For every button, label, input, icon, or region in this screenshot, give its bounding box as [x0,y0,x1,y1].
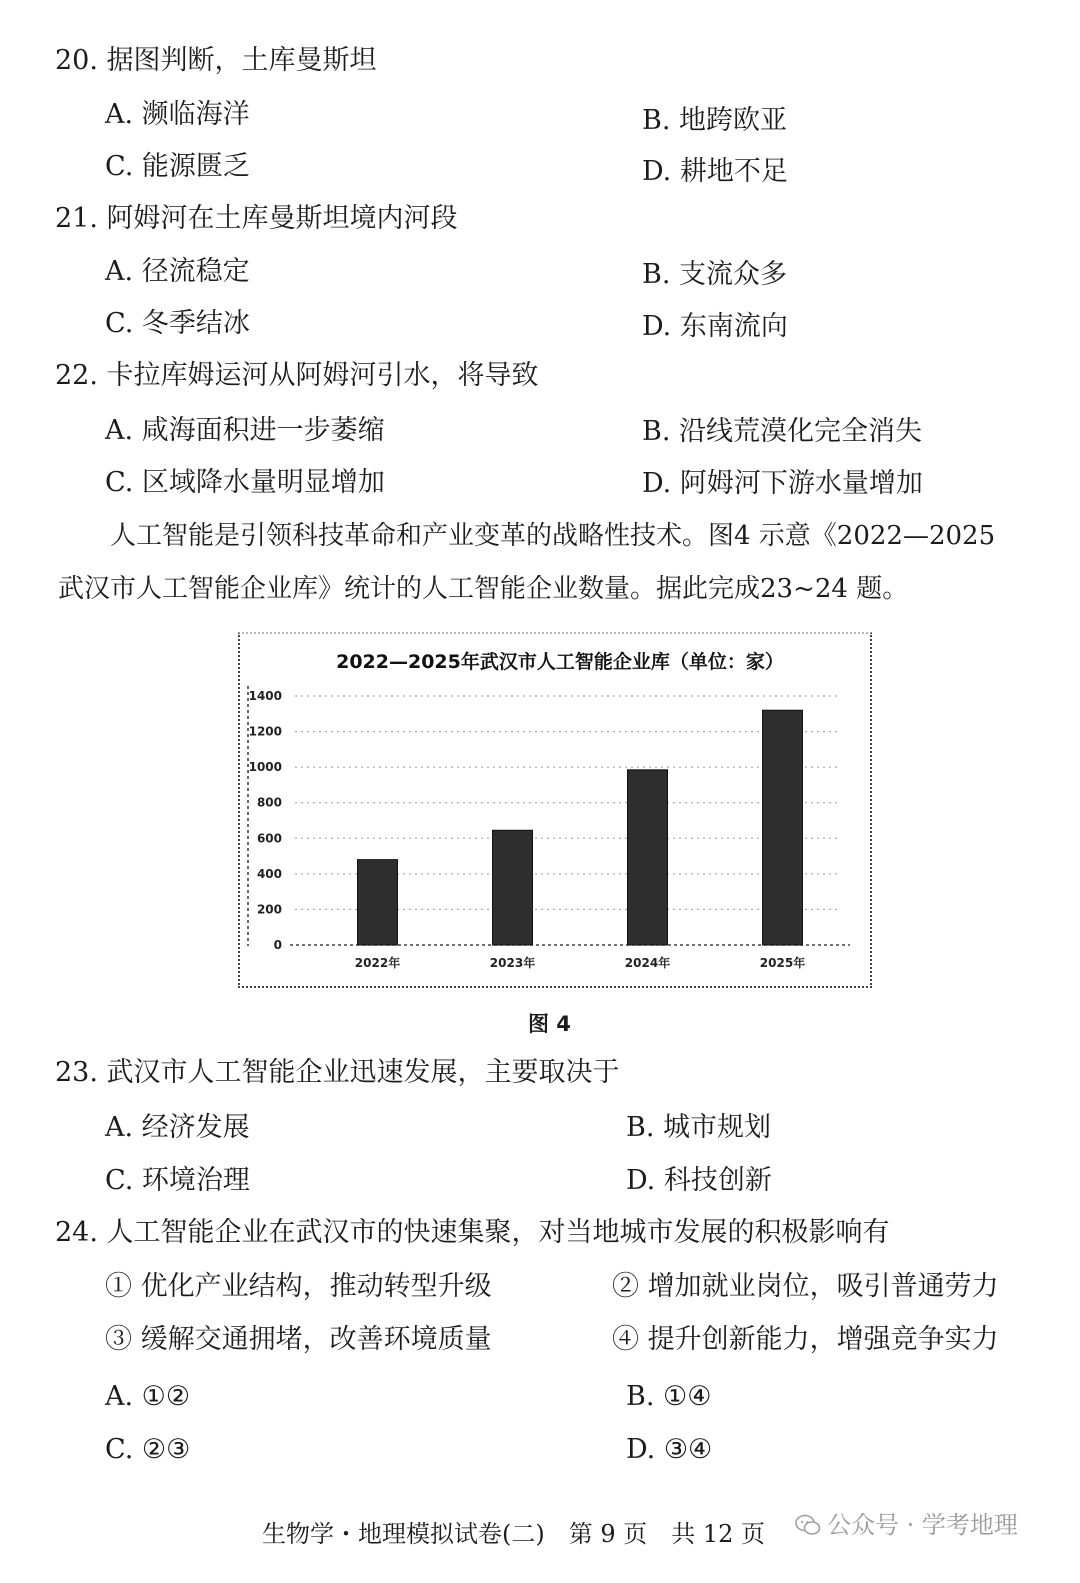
y-tick-label: 600 [256,831,282,846]
y-tick-label: 200 [256,902,282,917]
figure-caption: 图 4 [528,1012,571,1036]
intro-line-1: 人工智能是引领科技革命和产业变革的战略性技术。图4 示意《2022—2025 [110,521,996,551]
y-tick-label: 400 [256,866,282,881]
question-24-statement-3: ③ 缓解交通拥堵，改善环境质量 [105,1324,492,1355]
question-24-option-b: B. ①④ [626,1381,712,1412]
question-21-option-a: A. 径流稳定 [105,256,250,287]
question-22-option-c: C. 区域降水量明显增加 [105,467,385,498]
bar-2024年 [628,770,668,945]
bar-2022年 [358,860,398,945]
question-20-option-b: B. 地跨欧亚 [642,105,788,136]
x-tick-label: 2025年 [759,956,806,970]
question-23-stem: 23. 武汉市人工智能企业迅速发展，主要取决于 [55,1057,620,1088]
bar-2025年 [763,710,803,945]
question-22-option-a: A. 咸海面积进一步萎缩 [105,415,385,446]
x-tick-label: 2022年 [354,956,401,970]
bar-2023年 [493,830,533,945]
question-21-option-d: D. 东南流向 [642,311,788,342]
chart-title: 2022—2025年武汉市人工智能企业库（单位：家） [336,651,784,673]
x-tick-label: 2024年 [624,956,671,970]
watermark [795,1505,1018,1540]
x-tick-label: 2023年 [489,956,536,970]
question-20-option-c: C. 能源匮乏 [105,151,250,182]
question-21-option-c: C. 冬季结冰 [105,308,250,339]
y-tick-label: 1400 [248,689,282,703]
question-24-statement-1: ① 优化产业结构，推动转型升级 [105,1271,492,1302]
question-24-option-c: C. ②③ [105,1434,191,1465]
question-23-option-a: A. 经济发展 [105,1112,250,1143]
question-21-option-b: B. 支流众多 [642,259,788,290]
question-24-statement-4: ④ 提升创新能力，增强竞争实力 [612,1324,999,1355]
chart-bars [358,710,803,945]
question-21-stem: 21. 阿姆河在土库曼斯坦境内河段 [55,203,458,234]
wechat-icon [795,1514,821,1536]
question-20-option-d: D. 耕地不足 [642,156,788,187]
y-tick-label: 1000 [248,760,282,775]
y-tick-label: 0 [273,938,282,952]
page-footer: 生物学・地理模拟试卷(二) 第 9 页 共 12 页 [262,1520,766,1548]
question-23-option-d: D. 科技创新 [626,1165,772,1196]
question-24-stem: 24. 人工智能企业在武汉市的快速集聚，对当地城市发展的积极影响有 [55,1217,890,1248]
watermark-text: 公众号 · 学考地理 [827,1511,1018,1539]
question-20-option-a: A. 濒临海洋 [105,99,250,130]
question-24-option-a: A. ①② [105,1381,191,1412]
question-24-option-d: D. ③④ [626,1434,713,1465]
question-20-stem: 20. 据图判断，土库曼斯坦 [55,45,377,76]
question-22-option-d: D. 阿姆河下游水量增加 [642,468,923,499]
x-axis-ticks [355,955,805,970]
y-tick-label: 800 [256,795,282,810]
y-axis-ticks [249,689,282,952]
intro-line-2: 武汉市人工智能企业库》统计的人工智能企业数量。据此完成23~24 题。 [58,574,909,604]
figure-4-frame [238,632,872,988]
question-23-option-c: C. 环境治理 [105,1165,250,1196]
question-22-option-b: B. 沿线荒漠化完全消失 [642,416,923,447]
question-24-statement-2: ② 增加就业岗位，吸引普通劳力 [612,1271,999,1302]
bar-chart [240,634,870,986]
question-22-stem: 22. 卡拉库姆运河从阿姆河引水，将导致 [55,360,539,391]
question-23-option-b: B. 城市规划 [626,1112,772,1143]
y-tick-label: 1200 [248,724,282,739]
